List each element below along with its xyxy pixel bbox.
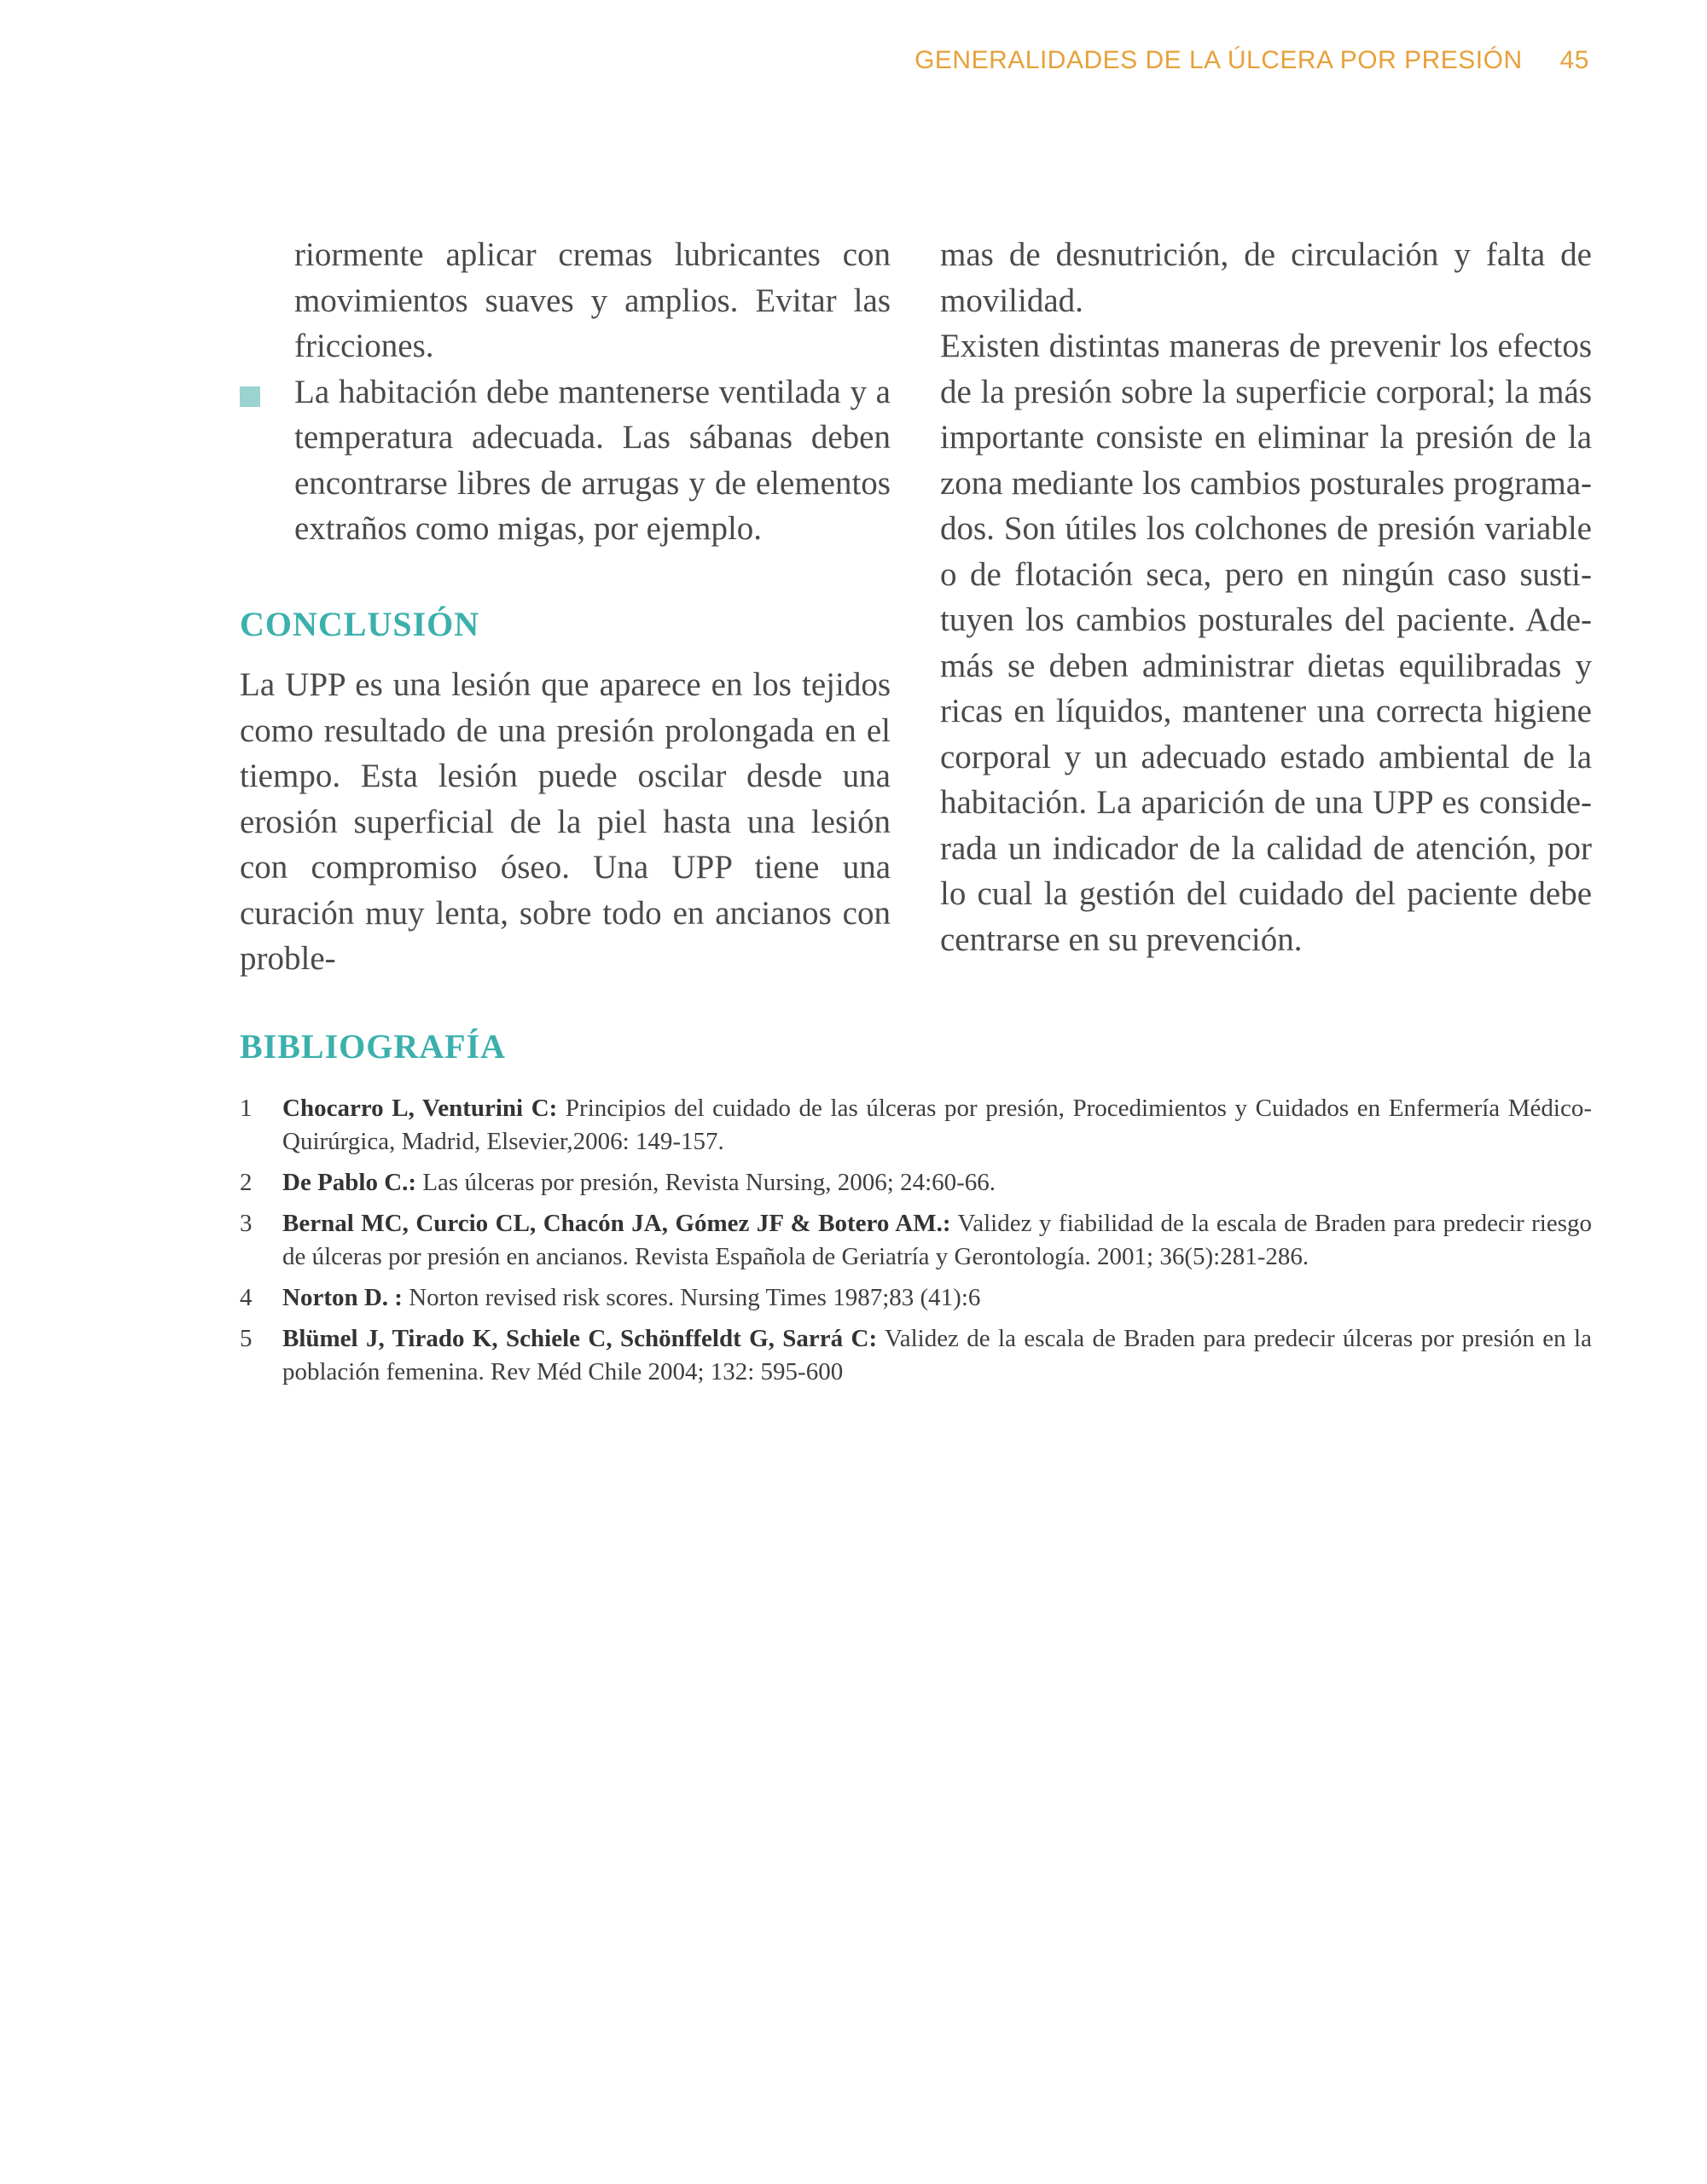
bibliography-item xyxy=(240,1092,1592,1159)
reference-text: Principios del cuidado de las úlceras por presión, Procedimientos y Cuidados en Enfermería Médico- Quirúrgica, Madrid, Elsevier,2006: 149-157. xyxy=(282,1095,1593,1155)
list-item xyxy=(294,369,891,552)
continued-list-item: riormente aplicar cremas lubricantes con movimientos suaves y amplios. Evitar las fricciones. xyxy=(294,236,891,364)
bibliography-heading: BIBLIOGRAFÍA xyxy=(240,1027,507,1066)
reference-number: 2 xyxy=(240,1169,253,1196)
reference-authors: De Pablo C.: xyxy=(282,1169,417,1196)
reference-text: Validez y fiabilidad de la escala de Braden para predecir riesgo de úlceras por presión en ancianos. Revista Española de Geriatría y Gerontología. 2001; 36(5):281-286. xyxy=(282,1210,1592,1270)
bibliography-item xyxy=(240,1322,1592,1389)
reference-number: 4 xyxy=(240,1284,253,1311)
reference-number: 1 xyxy=(240,1095,253,1122)
bibliography-item xyxy=(240,1166,1592,1199)
left-column xyxy=(240,232,891,982)
bibliography-item xyxy=(240,1281,1592,1315)
reference-authors: Norton D. : xyxy=(282,1284,403,1311)
conclusion-paragraph: La UPP es una lesión que aparece en los tejidos como resultado de una presión prolongada en el tiempo. Esta lesión puede oscilar desde una erosión superficial de la piel hasta una lesión con compromiso óseo. Una UPP tiene una curación muy lenta, sobre todo en ancianos con proble- xyxy=(240,666,891,977)
page-number: 45 xyxy=(1559,46,1589,74)
reference-text: Norton revised risk scores. Nursing Times 1987;83 (41):6 xyxy=(402,1284,981,1311)
reference-text: Validez de la escala de Braden para predecir úlceras por presión en la población femenina. Rev Méd Chile 2004; 132: 595-600 xyxy=(282,1325,1592,1385)
reference-authors: Chocarro L, Venturini C: xyxy=(282,1095,558,1122)
bibliography-item xyxy=(240,1207,1592,1274)
running-header xyxy=(914,46,1589,75)
conclusion-heading: CONCLUSIÓN xyxy=(240,604,480,643)
list-item-text: La habitación debe mantenerse ventilada y a temperatura adecuada. Las sábanas deben encontrarse libres de arrugas y de elementos extraños como migas, por ejemplo. xyxy=(294,373,891,547)
reference-number: 5 xyxy=(240,1325,253,1352)
reference-number: 3 xyxy=(240,1210,253,1237)
reference-text: Las úlceras por presión, Revista Nursing, 2006; 24:60-66. xyxy=(416,1169,996,1196)
right-paragraph-2: Existen distintas maneras de prevenir los efectos de la presión sobre la superficie corporal; la más importante consiste en eliminar la presión de la zona mediante los cambios posturales programa-dos. Son útiles los colchones de presión variable o de flotación seca, pero en ningún caso susti-tuyen los cambios posturales del paciente. Ade-más se deben administrar dietas equilibradas y ricas en líquidos, mantener una correcta higiene corporal y un adecuado estado ambiental de la habitación. La aparición de una UPP es conside-rada un indicador de la calidad de atención, por lo cual la gestión del cuidado del paciente debe centrarse en su prevención. xyxy=(940,328,1592,958)
right-column xyxy=(940,232,1592,962)
reference-authors: Bernal MC, Curcio CL, Chacón JA, Gómez JF & Botero AM.: xyxy=(282,1210,951,1237)
bibliography-section xyxy=(240,1026,1592,1397)
right-paragraph-1: mas de desnutrición, de circulación y falta de movilidad. xyxy=(940,236,1592,319)
bibliography-list xyxy=(240,1092,1592,1389)
reference-authors: Blümel J, Tirado K, Schiele C, Schönffeldt G, Sarrá C: xyxy=(282,1325,878,1352)
square-bullet-icon xyxy=(240,386,260,407)
running-title: GENERALIDADES DE LA ÚLCERA POR PRESIÓN xyxy=(914,46,1523,74)
